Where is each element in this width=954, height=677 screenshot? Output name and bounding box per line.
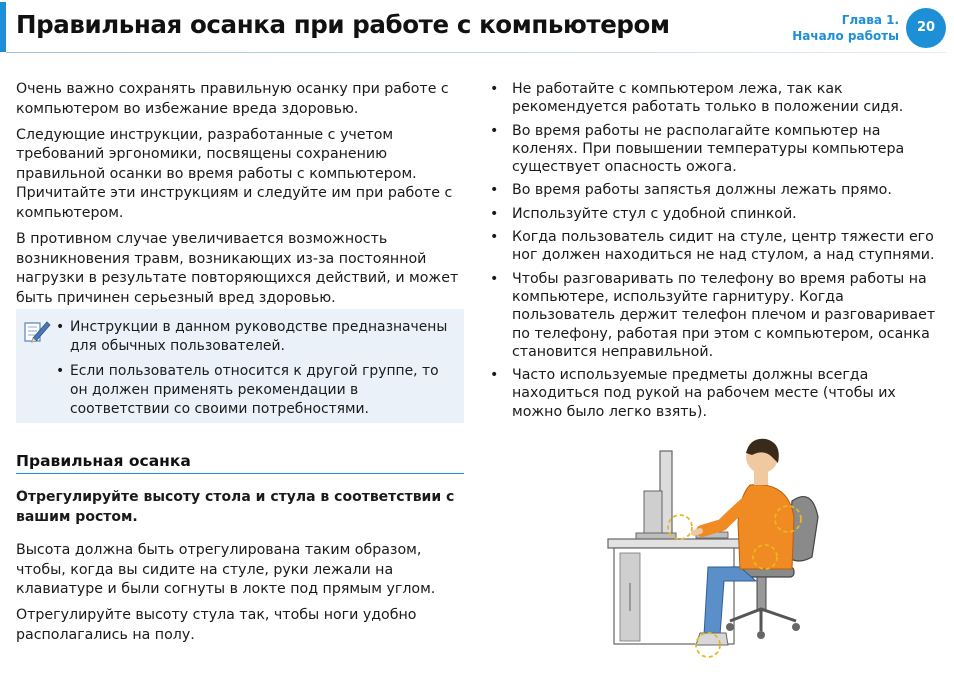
posture-tips-list bbox=[490, 80, 940, 426]
header-accent-bar bbox=[0, 2, 6, 52]
section-body bbox=[16, 541, 464, 652]
pencil-note-icon bbox=[22, 317, 52, 347]
posture-illustration bbox=[600, 435, 940, 663]
intro-text bbox=[16, 80, 464, 315]
intro-paragraph: Следующие инструкции, разработанные с учетом требований эргономики, посвящены сохранению правильной осанки во время работы с компьютером. Причитайте эти инструкциям и следуйте им при работе с компьютером. bbox=[16, 126, 453, 222]
page-header bbox=[0, 0, 954, 54]
page-number-badge: 20 bbox=[906, 8, 946, 48]
list-item: • Чтобы разговаривать по телефону во время работы на компьютере, используйте гарнитуру. Когда пользователь держит телефон плечом и разговаривает по телефону, работая при этом с компьютером, осанка становится неправильной. bbox=[490, 270, 940, 361]
note-list bbox=[56, 318, 456, 425]
page-title: Правильная осанка при работе с компьютером bbox=[16, 10, 670, 39]
section-paragraph: Отрегулируйте высоту стула так, чтобы ноги удобно располагались на полу. bbox=[16, 607, 417, 643]
note-item: • Инструкции в данном руководстве предназначены для обычных пользователей. bbox=[56, 318, 456, 356]
chapter-label[interactable] bbox=[792, 12, 899, 44]
intro-paragraph: В противном случае увеличивается возможность возникновения травм, возникающих из-за постоянной нагрузки в результате повторяющихся действий, и может быть причинен серьезный вред здоровью. bbox=[16, 231, 459, 306]
monitor bbox=[636, 451, 676, 539]
intro-paragraph: Очень важно сохранять правильную осанку при работе с компьютером во избежание вреда здоровью. bbox=[16, 81, 449, 117]
note-box bbox=[16, 309, 464, 423]
chapter-name: Начало работы bbox=[792, 29, 899, 43]
note-item: • Если пользователь относится к другой группе, то он должен применять рекомендации в соответствии со своими потребностями. bbox=[56, 362, 456, 419]
list-item: • Когда пользователь сидит на стуле, центр тяжести его ног должен находиться не над стулом, а над ступнями. bbox=[490, 228, 940, 265]
header-divider bbox=[6, 52, 946, 53]
chapter-number: Глава 1. bbox=[841, 13, 899, 27]
section-divider bbox=[16, 473, 464, 474]
section-paragraph: Высота должна быть отрегулирована таким образом, чтобы, когда вы сидите на стуле, руки лежали на клавиатуре и были согнуты в локте под прямым углом. bbox=[16, 542, 436, 598]
section-subhead: Отрегулируйте высоту стола и стула в соответствии с вашим ростом. bbox=[16, 489, 455, 525]
section-title: Правильная осанка bbox=[16, 452, 191, 470]
list-item: • Часто используемые предметы должны всегда находиться под рукой на рабочем месте (чтобы их можно было легко взять). bbox=[490, 366, 940, 421]
list-item: • Во время работы запястья должны лежать прямо. bbox=[490, 181, 940, 199]
list-item: • Используйте стул с удобной спинкой. bbox=[490, 205, 940, 223]
list-item: • Не работайте с компьютером лежа, так как рекомендуется работать только в положении сидя. bbox=[490, 80, 940, 117]
list-item: • Во время работы не располагайте компьютер на коленях. При повышении температуры компьютера существует опасность ожога. bbox=[490, 122, 940, 177]
